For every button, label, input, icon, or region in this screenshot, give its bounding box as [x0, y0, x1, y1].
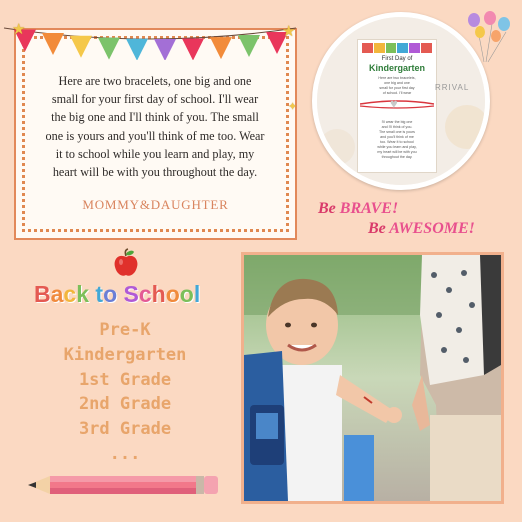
poem-line: one is yours and you'll think of me too. Wear	[45, 128, 265, 143]
mini-card-text-bottom	[364, 120, 430, 160]
sparkle-icon: ✦	[288, 101, 298, 113]
slogan-awesome	[368, 220, 475, 238]
heading-letter: l	[193, 281, 201, 307]
pencil-icon	[28, 470, 220, 500]
mini-line: throughout the day.	[381, 155, 413, 159]
grade-item: ...	[109, 443, 141, 464]
heading-letter: S	[123, 281, 139, 307]
back-to-school-heading	[34, 281, 200, 308]
product-photo	[312, 12, 490, 190]
mini-line: of school. I'll wear	[382, 91, 412, 95]
heading-letter: t	[95, 281, 104, 307]
mini-line: and I'll think of you.	[381, 125, 413, 129]
slogan-word: BRAVE!	[339, 200, 399, 217]
grade-list	[40, 318, 210, 467]
star-icon: ★	[12, 21, 26, 38]
heading-letter: o	[165, 281, 180, 307]
photo-scene	[244, 255, 501, 501]
mini-line: too. Wear it to school	[380, 140, 414, 144]
heading-letter: k	[76, 281, 90, 307]
mini-line: I'll wear the big one	[381, 120, 413, 124]
mini-line: and you'll think of me	[380, 135, 414, 139]
grade-item: Kindergarten	[63, 344, 187, 365]
mini-line: The small one is yours	[379, 130, 415, 134]
mini-card-subtitle: First Day of	[381, 56, 413, 62]
bunting-flag	[126, 39, 148, 60]
heading-letter: a	[50, 281, 64, 307]
poem-line: small for your first day of school. I'll wear	[51, 92, 259, 107]
star-icon: ★	[282, 23, 296, 40]
signature-text: MOMMY&DAUGHTER	[82, 197, 229, 212]
heading-letter: o	[103, 281, 118, 307]
mini-line: while you learn and play,	[377, 145, 417, 149]
heading-letter: h	[151, 281, 166, 307]
slogan-word: AWESOME!	[389, 220, 475, 237]
mini-color-strip	[362, 43, 432, 53]
child-photo	[241, 252, 504, 504]
heading-letter: c	[138, 281, 152, 307]
poem-line: Here are two bracelets, one big and one	[58, 74, 252, 88]
grade-item: Pre-K	[99, 320, 151, 340]
mini-line: Here are two bracelets,	[378, 76, 416, 80]
slogan-prefix: Be	[368, 220, 390, 237]
heart-charm-icon: ♥	[390, 96, 398, 111]
bunting-flag	[154, 39, 176, 60]
bunting-banner	[0, 0, 300, 60]
bunting-flag	[98, 38, 120, 60]
poem-line: it to school while you learn and play, my	[55, 146, 255, 161]
bunting-flag	[182, 38, 204, 60]
heading-letter: B	[34, 281, 51, 307]
poem-line: the big one and I'll think of you. The small	[51, 110, 259, 125]
bracelet-card	[357, 39, 437, 173]
grade-item: 3rd Grade	[78, 419, 172, 440]
bunting-flag	[70, 36, 92, 58]
grade-item: 2nd Grade	[78, 394, 172, 415]
mini-line: my heart will be with you	[377, 150, 417, 154]
heading-letter: c	[63, 281, 77, 307]
apple-icon	[112, 248, 140, 278]
bunting-flag	[210, 37, 232, 59]
heading-letter: o	[179, 281, 194, 307]
poem-line: heart will be with you throughout the day.	[52, 165, 258, 180]
slogan-brave	[318, 200, 398, 218]
grade-item: 1st Grade	[78, 369, 172, 390]
slogan-prefix: Be	[318, 200, 340, 217]
mini-line: small for your first day	[379, 86, 415, 90]
mini-line: one big and one	[384, 81, 410, 85]
mini-card-title: Kindergarten	[368, 63, 425, 73]
bracelet-poem	[26, 72, 284, 181]
bunting-flag	[238, 35, 260, 57]
mini-card-text-top	[364, 76, 430, 96]
bunting-flag	[42, 33, 64, 55]
background-sign-text: RRIVAL	[435, 83, 470, 92]
